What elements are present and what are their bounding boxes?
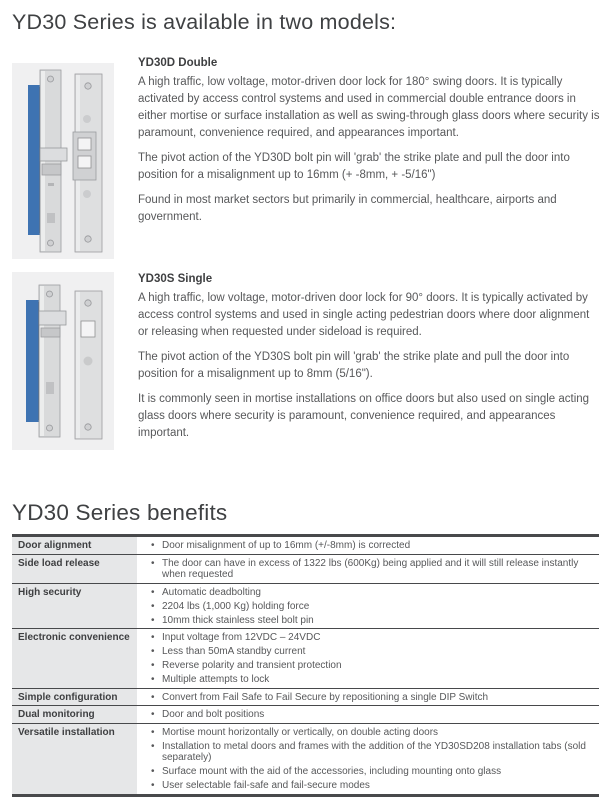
benefit-bullet: • Convert from Fail Safe to Fail Secure by repositioning a single DIP Switch [151, 692, 593, 704]
benefit-bullet: • Surface mount with the aid of the accessories, including mounting onto glass [151, 766, 593, 778]
page-title: YD30 Series is available in two models: [12, 10, 397, 34]
benefit-values [137, 536, 599, 555]
benefit-label: Versatile installation [12, 723, 137, 795]
benefit-bullet: • Installation to metal doors and frames with the addition of the YD30SD208 installation tabs (sold separately) [151, 741, 593, 764]
benefit-bullet: • User selectable fail-safe and fail-secure modes [151, 780, 593, 792]
benefit-bullet: • Input voltage from 12VDC – 24VDC [151, 632, 593, 644]
model-section-yd30d [12, 55, 600, 259]
benefit-bullet: • Door and bolt positions [151, 709, 593, 721]
table-row-high-security [12, 583, 599, 629]
model-paragraph: A high traffic, low voltage, motor-driven door lock for 180° swing doors. It is typically activated by access control systems and used in commercial double entrance doors in either mortise or surface installation as well as swing-through glass doors where security is paramount, convenience required, and appearances important. [138, 76, 600, 139]
model-paragraph: It is commonly seen in mortise installations on office doors but also used on single acting glass doors where security is paramount, convenience required, and appearances important. [138, 393, 590, 439]
benefit-values [137, 583, 599, 629]
benefit-label: Dual monitoring [12, 706, 137, 724]
yd30d-description [138, 55, 600, 226]
benefit-bullet: • 2204 lbs (1,000 Kg) holding force [151, 601, 593, 613]
benefit-label: Simple configuration [12, 688, 137, 706]
model-section-yd30s [12, 271, 600, 450]
yd30d-product-image [12, 63, 114, 259]
table-row-dual-monitoring [12, 706, 599, 724]
benefit-label: High security [12, 583, 137, 629]
benefit-values [137, 554, 599, 583]
benefit-bullet: • Less than 50mA standby current [151, 646, 593, 658]
table-row-electronic-convenience [12, 629, 599, 689]
benefit-bullet: • 10mm thick stainless steel bolt pin [151, 615, 593, 627]
benefit-values [137, 706, 599, 724]
model-title: YD30S Single [138, 273, 213, 285]
benefit-values [137, 723, 599, 795]
model-paragraph: The pivot action of the YD30D bolt pin will 'grab' the strike plate and pull the door into position for a misalignment up to 16mm (+ -8mm, + -5/16") [138, 152, 570, 181]
yd30d-lock-illustration [12, 63, 114, 259]
benefit-bullet: • Mortise mount horizontally or vertically, on double acting doors [151, 727, 593, 739]
benefit-label: Door alignment [12, 536, 137, 555]
table-row-versatile-installation [12, 723, 599, 795]
model-paragraph: The pivot action of the YD30S bolt pin will 'grab' the strike plate and pull the door into position for a misalignment up to 8mm (5/16"). [138, 351, 570, 380]
benefit-bullet: • Multiple attempts to lock [151, 674, 593, 686]
benefit-label: Side load release [12, 554, 137, 583]
benefit-bullet: • Reverse polarity and transient protection [151, 660, 593, 672]
model-paragraph: Found in most market sectors but primarily in commercial, healthcare, airports and government. [138, 194, 557, 223]
yd30s-lock-illustration [12, 272, 114, 450]
benefit-bullet: • Door misalignment of up to 16mm (+/-8mm) is corrected [151, 540, 593, 552]
model-paragraph: A high traffic, low voltage, motor-driven door lock for 90° doors. It is typically activated by access control systems and used in single acting pedestrian doors where door alignment or releasing when requested under sideload is required. [138, 292, 590, 338]
model-title: YD30D Double [138, 57, 218, 69]
benefit-bullet: • The door can have in excess of 1322 lbs (600Kg) being applied and it will still release instantly when requested [151, 558, 593, 581]
benefit-bullet: • Automatic deadbolting [151, 587, 593, 599]
benefit-label: Electronic convenience [12, 629, 137, 689]
benefits-table [12, 534, 599, 797]
table-row-side-load-release [12, 554, 599, 583]
table-row-door-alignment [12, 536, 599, 555]
benefits-heading: YD30 Series benefits [12, 500, 228, 525]
benefit-values [137, 688, 599, 706]
yd30s-product-image [12, 272, 114, 450]
yd30s-description [138, 271, 600, 442]
table-row-simple-configuration [12, 688, 599, 706]
benefit-values [137, 629, 599, 689]
